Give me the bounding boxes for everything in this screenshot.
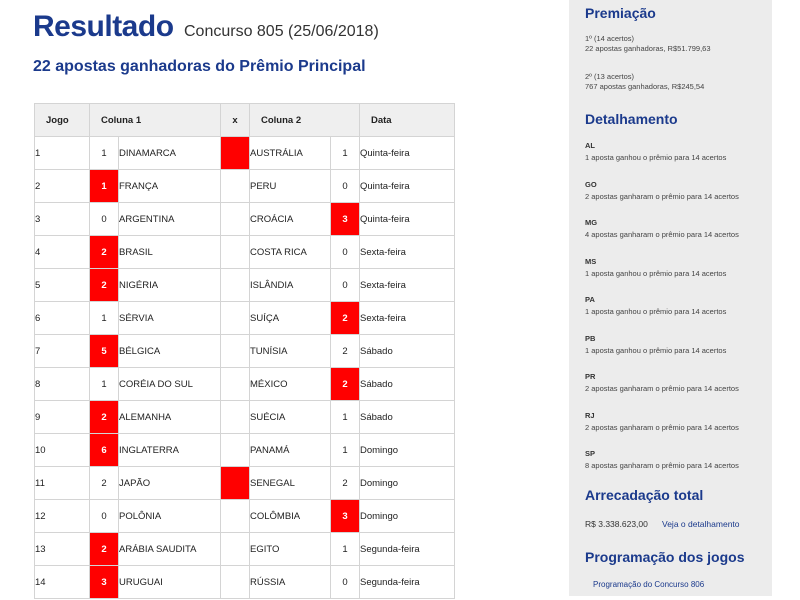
match-day: Segunda-feira — [360, 533, 455, 566]
match-day: Domingo — [360, 434, 455, 467]
state-detail: 2 apostas ganharam o prêmio para 14 acertos — [585, 422, 739, 432]
table-row — [35, 401, 455, 434]
table-row — [35, 500, 455, 533]
state-detail: 1 aposta ganhou o prêmio para 14 acertos — [585, 307, 727, 316]
prize-tier-detail: 767 apostas ganhadoras, R$245,54 — [585, 82, 705, 91]
team1-goals: 0 — [90, 500, 119, 533]
state-item — [585, 257, 726, 279]
state-code: AL — [585, 141, 595, 150]
team1-goals: 2 — [90, 533, 119, 566]
jogo-number: 2 — [35, 170, 90, 203]
state-detail: 8 apostas ganharam o prêmio para 14 acertos — [585, 461, 739, 470]
team1-name: POLÔNIA — [119, 500, 221, 533]
table-row — [35, 236, 455, 269]
table-row — [35, 533, 455, 566]
col-coluna1-header: Coluna 1 — [90, 104, 221, 137]
premiacao-title: Premiação — [585, 5, 656, 21]
table-row — [35, 368, 455, 401]
team2-goals: 0 — [331, 566, 360, 599]
draw-marker — [221, 566, 250, 599]
team2-name: COSTA RICA — [250, 236, 331, 269]
state-detail: 2 apostas ganharam o prêmio para 14 acertos — [585, 191, 739, 201]
table-row — [35, 269, 455, 302]
state-detail: 2 apostas ganharam o prêmio para 14 acertos — [585, 384, 739, 393]
state-code: SP — [585, 449, 596, 458]
match-day: Quinta-feira — [360, 203, 455, 236]
team1-name: FRANÇA — [119, 170, 221, 203]
results-table — [34, 103, 455, 599]
team2-name: TUNÍSIA — [250, 335, 331, 368]
team2-goals: 1 — [331, 434, 360, 467]
state-code: PB — [585, 333, 596, 343]
col-coluna2-header: Coluna 2 — [250, 104, 360, 137]
team1-goals: 1 — [90, 170, 119, 203]
team2-name: AUSTRÁLIA — [250, 137, 331, 170]
team2-name: CROÁCIA — [250, 203, 331, 236]
team1-name: ARÁBIA SAUDITA — [119, 533, 221, 566]
page-title: Resultado — [33, 10, 174, 43]
draw-marker — [221, 170, 250, 203]
team2-name: ISLÂNDIA — [250, 269, 331, 302]
team2-goals: 2 — [331, 368, 360, 401]
draw-marker — [221, 368, 250, 401]
team1-name: URUGUAI — [119, 566, 221, 599]
state-detail: 1 aposta ganhou o prêmio para 14 acertos — [585, 268, 727, 278]
state-code: MS — [585, 256, 597, 266]
team2-goals: 1 — [331, 401, 360, 434]
table-row — [35, 467, 455, 500]
state-item — [585, 218, 739, 240]
team2-goals: 2 — [331, 335, 360, 368]
team2-name: EGITO — [250, 533, 331, 566]
team1-name: ALEMANHA — [119, 401, 221, 434]
match-day: Sábado — [360, 401, 455, 434]
jogo-number: 10 — [35, 434, 90, 467]
results-body — [35, 137, 455, 599]
match-day: Sábado — [360, 368, 455, 401]
jogo-number: 4 — [35, 236, 90, 269]
team1-name: CORÉIA DO SUL — [119, 368, 221, 401]
state-detail: 1 aposta ganhou o prêmio para 14 acertos — [585, 345, 727, 355]
match-day: Segunda-feira — [360, 566, 455, 599]
arrecadacao-details-link[interactable]: Veja o detalhamento — [662, 519, 740, 529]
table-row — [35, 566, 455, 599]
team2-goals: 1 — [331, 533, 360, 566]
team1-goals: 6 — [90, 434, 119, 467]
team1-goals: 2 — [90, 467, 119, 500]
draw-marker — [221, 302, 250, 335]
prize-tier-2 — [585, 72, 704, 92]
arrecadacao-value: R$ 3.338.623,00 — [585, 519, 648, 529]
contest-label: Concurso 805 (25/06/2018) — [183, 23, 379, 40]
jogo-number: 14 — [35, 566, 90, 599]
team2-name: PERU — [250, 170, 331, 203]
draw-marker — [221, 236, 250, 269]
state-item — [585, 449, 739, 471]
draw-marker — [221, 500, 250, 533]
jogo-number: 12 — [35, 500, 90, 533]
match-day: Sexta-feira — [360, 269, 455, 302]
team1-goals: 1 — [90, 137, 119, 170]
jogo-number: 3 — [35, 203, 90, 236]
state-code: PR — [585, 372, 596, 381]
state-item — [585, 141, 726, 163]
state-code: RJ — [585, 410, 595, 420]
team2-goals: 3 — [331, 500, 360, 533]
draw-marker — [221, 467, 250, 500]
team1-name: SÉRVIA — [119, 302, 221, 335]
match-day: Quinta-feira — [360, 137, 455, 170]
team2-name: RÚSSIA — [250, 566, 331, 599]
match-day: Sábado — [360, 335, 455, 368]
team2-goals: 0 — [331, 236, 360, 269]
table-row — [35, 302, 455, 335]
jogo-number: 8 — [35, 368, 90, 401]
team1-name: ARGENTINA — [119, 203, 221, 236]
draw-marker — [221, 335, 250, 368]
team2-goals: 1 — [331, 137, 360, 170]
draw-marker — [221, 434, 250, 467]
table-row — [35, 434, 455, 467]
prize-tier-detail: 22 apostas ganhadoras, R$51.799,63 — [585, 44, 711, 53]
title-row — [33, 10, 379, 44]
winners-subtitle: 22 apostas ganhadoras do Prêmio Principal — [33, 58, 366, 75]
team1-goals: 0 — [90, 203, 119, 236]
draw-marker — [221, 533, 250, 566]
table-header-row — [35, 104, 455, 137]
team1-goals: 2 — [90, 401, 119, 434]
state-item — [585, 180, 739, 202]
draw-marker — [221, 203, 250, 236]
team2-goals: 0 — [331, 170, 360, 203]
state-detail: 4 apostas ganharam o prêmio para 14 acertos — [585, 230, 739, 239]
detalhamento-title: Detalhamento — [585, 111, 678, 127]
sidebar — [569, 0, 772, 596]
jogo-number: 5 — [35, 269, 90, 302]
team2-name: COLÔMBIA — [250, 500, 331, 533]
team1-name: DINAMARCA — [119, 137, 221, 170]
programacao-link[interactable]: Programação do Concurso 806 — [593, 580, 705, 589]
match-day: Quinta-feira — [360, 170, 455, 203]
state-item — [585, 372, 739, 394]
jogo-number: 13 — [35, 533, 90, 566]
team2-name: MÉXICO — [250, 368, 331, 401]
jogo-number: 1 — [35, 137, 90, 170]
team1-name: BRASIL — [119, 236, 221, 269]
team2-name: SUÉCIA — [250, 401, 331, 434]
draw-marker — [221, 269, 250, 302]
team1-goals: 2 — [90, 236, 119, 269]
state-code: PA — [585, 295, 595, 304]
team1-goals: 1 — [90, 368, 119, 401]
match-day: Domingo — [360, 500, 455, 533]
team2-goals: 2 — [331, 302, 360, 335]
state-item — [585, 411, 739, 433]
state-item — [585, 295, 726, 317]
team1-goals: 1 — [90, 302, 119, 335]
prize-tier-label: 1º (14 acertos) — [585, 34, 635, 43]
team2-name: PANAMÁ — [250, 434, 331, 467]
arrecadacao-title: Arrecadação total — [585, 487, 704, 503]
team2-goals: 0 — [331, 269, 360, 302]
draw-marker — [221, 137, 250, 170]
team2-goals: 3 — [331, 203, 360, 236]
state-code: GO — [585, 179, 597, 189]
team1-goals: 3 — [90, 566, 119, 599]
col-jogo-header: Jogo — [35, 104, 90, 137]
team1-name: NIGÉRIA — [119, 269, 221, 302]
programacao-title: Programação dos jogos — [585, 549, 745, 565]
match-day: Sexta-feira — [360, 302, 455, 335]
team1-name: INGLATERRA — [119, 434, 221, 467]
table-row — [35, 203, 455, 236]
table-row — [35, 137, 455, 170]
jogo-number: 9 — [35, 401, 90, 434]
team1-name: BÉLGICA — [119, 335, 221, 368]
jogo-number: 11 — [35, 467, 90, 500]
jogo-number: 6 — [35, 302, 90, 335]
jogo-number: 7 — [35, 335, 90, 368]
team2-name: SENEGAL — [250, 467, 331, 500]
state-code: MG — [585, 218, 598, 227]
table-row — [35, 170, 455, 203]
match-day: Sexta-feira — [360, 236, 455, 269]
prize-tier-label: 2º (13 acertos) — [585, 72, 635, 81]
match-day: Domingo — [360, 467, 455, 500]
team2-name: SUÍÇA — [250, 302, 331, 335]
state-detail: 1 aposta ganhou o prêmio para 14 acertos — [585, 153, 727, 162]
team1-name: JAPÃO — [119, 467, 221, 500]
team1-goals: 5 — [90, 335, 119, 368]
state-item — [585, 334, 726, 356]
team1-goals: 2 — [90, 269, 119, 302]
table-row — [35, 335, 455, 368]
prize-tier-1 — [585, 34, 711, 54]
col-x-header: x — [221, 104, 250, 137]
team2-goals: 2 — [331, 467, 360, 500]
col-data-header: Data — [360, 104, 455, 137]
draw-marker — [221, 401, 250, 434]
